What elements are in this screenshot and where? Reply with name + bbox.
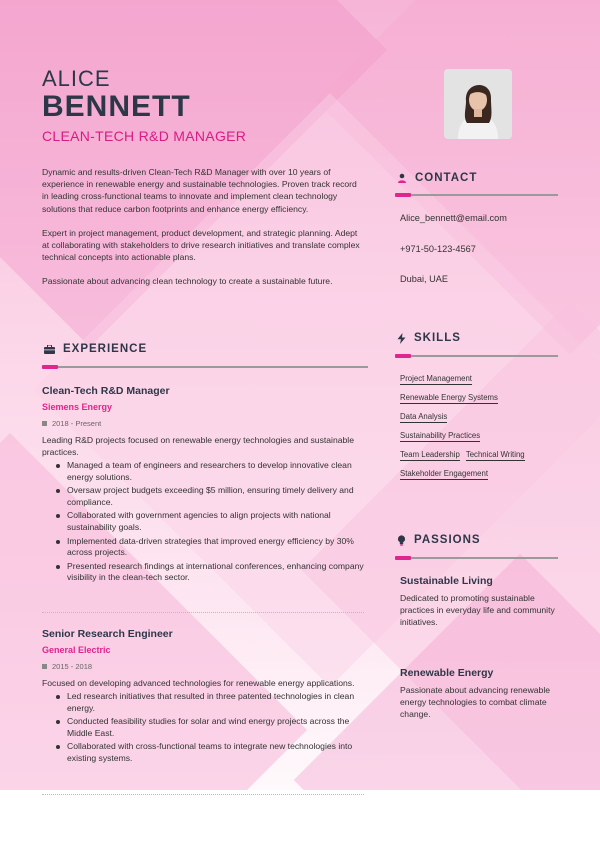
skill-tag: Project Management [400, 374, 472, 383]
list-item: Oversaw project budgets exceeding $5 million, ensuring timely delivery and compliance. [67, 485, 364, 508]
calendar-icon [42, 664, 47, 669]
passions-heading-text: PASSIONS [414, 534, 481, 546]
skill-tag: Sustainability Practices [400, 431, 481, 440]
contact-divider [395, 194, 558, 196]
job-bullets [42, 691, 364, 765]
experience-entry [42, 628, 364, 767]
contact-heading-text: CONTACT [415, 172, 478, 184]
lightbulb-icon [397, 535, 406, 546]
user-icon [397, 173, 407, 183]
skill-tag: Stakeholder Engagement [400, 469, 488, 478]
entry-divider [42, 794, 364, 795]
job-description: Focused on developing advanced technologies for renewable energy applications. [42, 678, 355, 688]
lightning-icon [397, 333, 406, 344]
skill-tag: Data Analysis [400, 412, 448, 421]
summary-paragraph: Expert in project management, product development, and strategic planning. Adept at collaborating with stakeholders to drive research initiatives and translate complex technical concepts into actionable plans. [42, 227, 360, 263]
job-dates [42, 662, 364, 671]
experience-heading [44, 343, 147, 355]
skills-list [400, 374, 560, 488]
passions-heading [397, 534, 481, 546]
summary-paragraph: Dynamic and results-driven Clean-Tech R&D Manager with over 10 years of experience in renewable energy and sustainable technologies. Proven track record in leading cross-functional teams to innovate and implement clean technology solutions that reduce carbon footprints and enhance energy efficiency. [42, 167, 357, 214]
last-name: BENNETT [42, 90, 191, 123]
passion-title: Renewable Energy [400, 667, 494, 679]
first-name: ALICE [42, 66, 111, 91]
job-role: Senior Research Engineer [42, 628, 173, 640]
job-title: CLEAN-TECH R&D MANAGER [42, 128, 247, 144]
list-item: Conducted feasibility studies for solar and wind energy projects across the Middle East. [67, 716, 364, 739]
job-role: Clean-Tech R&D Manager [42, 385, 170, 397]
company-name: General Electric [42, 645, 111, 655]
contact-email[interactable]: Alice_bennett@email.com [400, 213, 507, 223]
skills-heading-text: SKILLS [414, 332, 461, 344]
entry-divider [42, 612, 364, 613]
experience-entry [42, 385, 364, 586]
calendar-icon [42, 421, 47, 426]
job-dates-text: 2015 - 2018 [52, 662, 93, 671]
contact-heading [397, 172, 477, 184]
passion-item [400, 667, 560, 720]
experience-heading-text: EXPERIENCE [63, 343, 148, 355]
briefcase-icon [44, 345, 55, 354]
job-description: Leading R&D projects focused on renewable energy technologies and sustainable practices. [42, 435, 354, 457]
job-bullets [42, 460, 364, 584]
contact-location: Dubai, UAE [400, 274, 449, 284]
list-item: Implemented data-driven strategies that improved energy efficiency by 30% across projects. [67, 536, 364, 559]
summary [42, 166, 360, 300]
skills-heading [397, 332, 461, 344]
passions-divider [395, 557, 558, 559]
experience-divider [42, 366, 368, 368]
list-item: Presented research findings at international conferences, enhancing company visibility in the clean-tech sector. [67, 560, 364, 583]
passion-item [400, 575, 560, 628]
passion-description: Passionate about advancing renewable energy technologies to combat climate change. [400, 685, 551, 719]
skill-tag: Renewable Energy Systems [400, 393, 498, 402]
list-item: Collaborated with government agencies to align projects with national sustainability goals. [67, 510, 364, 533]
contact-phone: +971-50-123-4567 [400, 244, 476, 254]
profile-photo [444, 69, 512, 139]
skills-divider [395, 355, 558, 357]
job-dates-text: 2018 - Present [52, 419, 102, 428]
list-item: Led research initiatives that resulted in three patented technologies in clean energy. [67, 691, 364, 714]
job-dates [42, 419, 364, 428]
skill-tag: Technical Writing [465, 450, 525, 459]
list-item: Collaborated with cross-functional teams to integrate new technologies into existing systems. [67, 741, 364, 764]
passion-description: Dedicated to promoting sustainable practices in everyday life and community initiatives. [400, 593, 555, 627]
skill-tag: Team Leadership [400, 450, 460, 459]
company-name: Siemens Energy [42, 402, 113, 412]
passion-title: Sustainable Living [400, 575, 493, 587]
list-item: Managed a team of engineers and researchers to develop innovative clean energy solutions. [67, 460, 364, 483]
summary-paragraph: Passionate about advancing clean technology to create a sustainable future. [42, 276, 333, 287]
